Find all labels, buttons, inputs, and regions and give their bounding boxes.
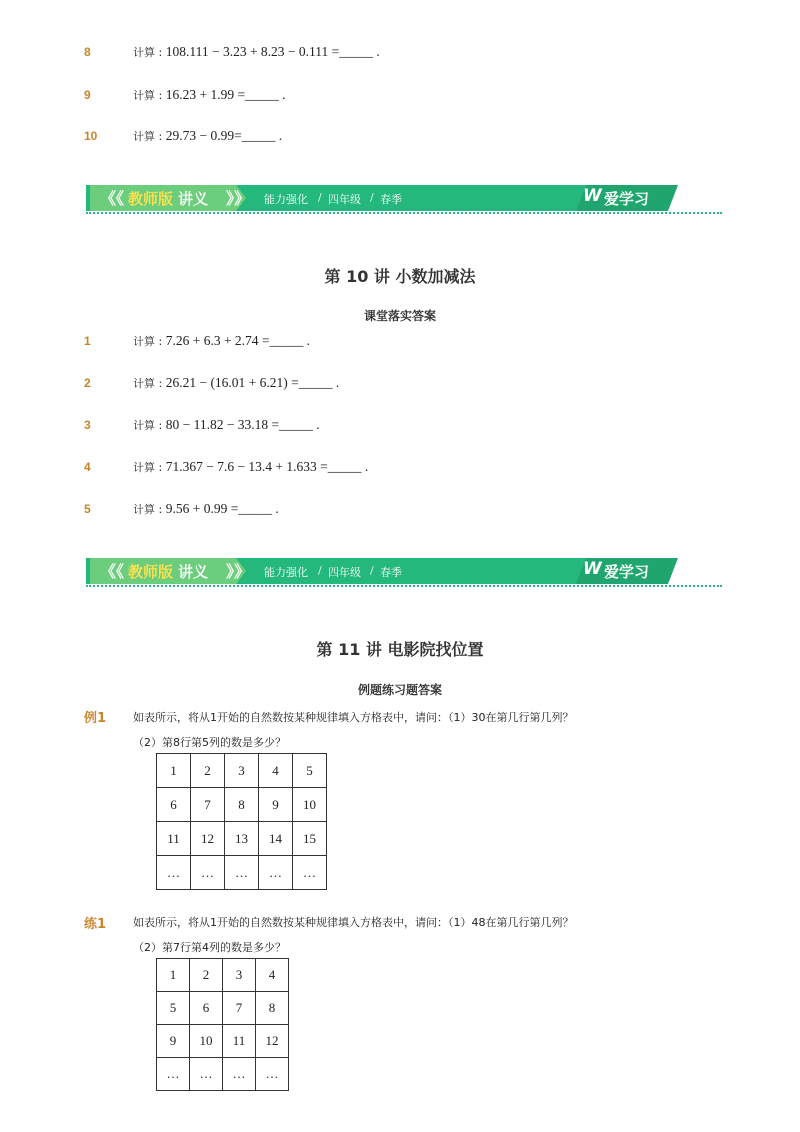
grid-cell: 11 (157, 822, 191, 856)
question-label: 计算 : (133, 335, 166, 348)
practice-question-line1: 如表所示，将从1开始的自然数按某种规律填入方格表中，请问：（1）48在第几行第几列？ (133, 916, 574, 929)
grid-cell: 4 (256, 959, 289, 992)
grid-row (157, 788, 327, 822)
grid-cell: 14 (259, 822, 293, 856)
example-label: 例1 (84, 711, 107, 726)
brand-name: 爱学习 (604, 563, 650, 581)
lesson-11-subtitle: 例题练习题答案 (357, 683, 442, 697)
question-expression: 7.26 + 6.3 + 2.74 =_____ . (165, 333, 311, 348)
question-number: 3 (84, 418, 91, 432)
question-number: 4 (84, 460, 91, 474)
header-banner (86, 556, 722, 586)
grid-row (157, 959, 289, 992)
banner-course: 能力强化 (264, 193, 308, 206)
practice-question-line2: （2）第7行第4列的数是多少？ (133, 941, 286, 954)
svg-text:《《: 《《 (100, 562, 125, 581)
question-text (133, 40, 380, 65)
grid-cell: … (157, 1058, 190, 1091)
banner-separator: / (370, 191, 374, 204)
question-8 (0, 40, 800, 64)
question-expression: 9.56 + 0.99 =_____ . (165, 501, 279, 516)
banner-separator: / (318, 191, 322, 204)
question-expression: 71.367 − 7.6 − 13.4 + 1.633 =_____ . (165, 459, 369, 474)
question-text (133, 124, 282, 149)
grid-cell: 7 (223, 992, 256, 1025)
grid-row (157, 1025, 289, 1058)
question-expression: 80 − 11.82 − 33.18 =_____ . (165, 417, 320, 432)
grid-cell: 6 (157, 788, 191, 822)
question-text (133, 83, 286, 108)
grid-row (157, 992, 289, 1025)
grid-cell: … (157, 856, 191, 890)
grid-cell: … (191, 856, 225, 890)
question-2 (0, 371, 800, 395)
grid-cell: 11 (223, 1025, 256, 1058)
question-5 (0, 497, 800, 521)
question-text (133, 329, 310, 354)
question-label: 计算 : (133, 503, 166, 516)
grid-cell: … (293, 856, 327, 890)
question-text (133, 413, 320, 438)
banner-course: 能力强化 (264, 566, 308, 579)
divider (86, 212, 722, 214)
question-label: 计算 : (133, 377, 166, 390)
question-label: 计算 : (133, 419, 166, 432)
grid-cell: 2 (191, 754, 225, 788)
question-number: 5 (84, 502, 91, 516)
brand-name: 爱学习 (604, 190, 650, 208)
banner-separator: / (318, 564, 322, 577)
question-label: 计算 : (133, 46, 166, 59)
example-question-line2: （2）第8行第5列的数是多少？ (133, 736, 286, 749)
grid-row (157, 1058, 289, 1091)
grid-cell: 5 (157, 992, 190, 1025)
question-expression: 29.73 − 0.99=_____ . (165, 128, 283, 143)
banner-teacher-label: 教师版 (128, 190, 174, 208)
grid-cell: 3 (223, 959, 256, 992)
grid-cell: 5 (293, 754, 327, 788)
grid-cell: … (223, 1058, 256, 1091)
question-1 (0, 329, 800, 353)
grid-cell: … (256, 1058, 289, 1091)
grid-cell: 7 (191, 788, 225, 822)
question-label: 计算 : (133, 461, 166, 474)
brand-logo-icon: W (583, 559, 602, 579)
question-number: 10 (84, 129, 98, 143)
banner-notes-label: 讲义 (178, 563, 209, 581)
question-label: 计算 : (133, 130, 166, 143)
grid-cell: 6 (190, 992, 223, 1025)
brand-logo-icon: W (583, 186, 602, 206)
question-3 (0, 413, 800, 437)
banner-grade: 四年级 (328, 193, 361, 206)
question-number: 9 (84, 88, 91, 102)
svg-text:》》: 》》 (226, 562, 251, 581)
grid-cell: 12 (256, 1025, 289, 1058)
grid-row (157, 822, 327, 856)
question-text (133, 455, 368, 480)
grid-cell: 2 (190, 959, 223, 992)
svg-text:《《: 《《 (100, 189, 125, 208)
header-banner (86, 183, 722, 213)
banner-notes-label: 讲义 (178, 190, 209, 208)
example-question-line1: 如表所示，将从1开始的自然数按某种规律填入方格表中，请问：（1）30在第几行第几列？ (133, 711, 574, 724)
grid-row (157, 856, 327, 890)
grid-row (157, 754, 327, 788)
grid-cell: 13 (225, 822, 259, 856)
question-expression: 108.111 − 3.23 + 8.23 − 0.111 =_____ . (165, 44, 380, 59)
question-4 (0, 455, 800, 479)
grid-cell: 10 (293, 788, 327, 822)
lesson-10-subtitle: 课堂落实答案 (363, 309, 436, 323)
banner-teacher-label: 教师版 (128, 563, 174, 581)
lesson-10-title: 第 10 讲 小数加减法 (324, 267, 476, 286)
question-label: 计算 : (133, 89, 166, 102)
banner-grade: 四年级 (328, 566, 361, 579)
grid-cell: 9 (259, 788, 293, 822)
grid-cell: 8 (256, 992, 289, 1025)
number-grid-practice (156, 958, 289, 1091)
number-grid-example (156, 753, 327, 890)
grid-cell: … (259, 856, 293, 890)
grid-cell: … (190, 1058, 223, 1091)
question-10 (0, 124, 800, 148)
grid-cell: 12 (191, 822, 225, 856)
question-expression: 26.21 − (16.01 + 6.21) =_____ . (165, 375, 340, 390)
banner-term: 春季 (380, 193, 402, 206)
lesson-11-title: 第 11 讲 电影院找位置 (316, 640, 484, 659)
question-text (133, 497, 279, 522)
practice-label: 练1 (84, 917, 107, 932)
grid-cell: 3 (225, 754, 259, 788)
grid-cell: 15 (293, 822, 327, 856)
svg-text:》》: 》》 (226, 189, 251, 208)
grid-cell: 9 (157, 1025, 190, 1058)
question-9 (0, 83, 800, 107)
banner-term: 春季 (380, 566, 402, 579)
grid-cell: 10 (190, 1025, 223, 1058)
grid-cell: 8 (225, 788, 259, 822)
grid-cell: … (225, 856, 259, 890)
question-number: 8 (84, 45, 91, 59)
question-text (133, 371, 339, 396)
grid-cell: 4 (259, 754, 293, 788)
question-expression: 16.23 + 1.99 =_____ . (165, 87, 286, 102)
grid-cell: 1 (157, 959, 190, 992)
question-number: 2 (84, 376, 91, 390)
grid-cell: 1 (157, 754, 191, 788)
banner-separator: / (370, 564, 374, 577)
divider (86, 585, 722, 587)
question-number: 1 (84, 334, 91, 348)
